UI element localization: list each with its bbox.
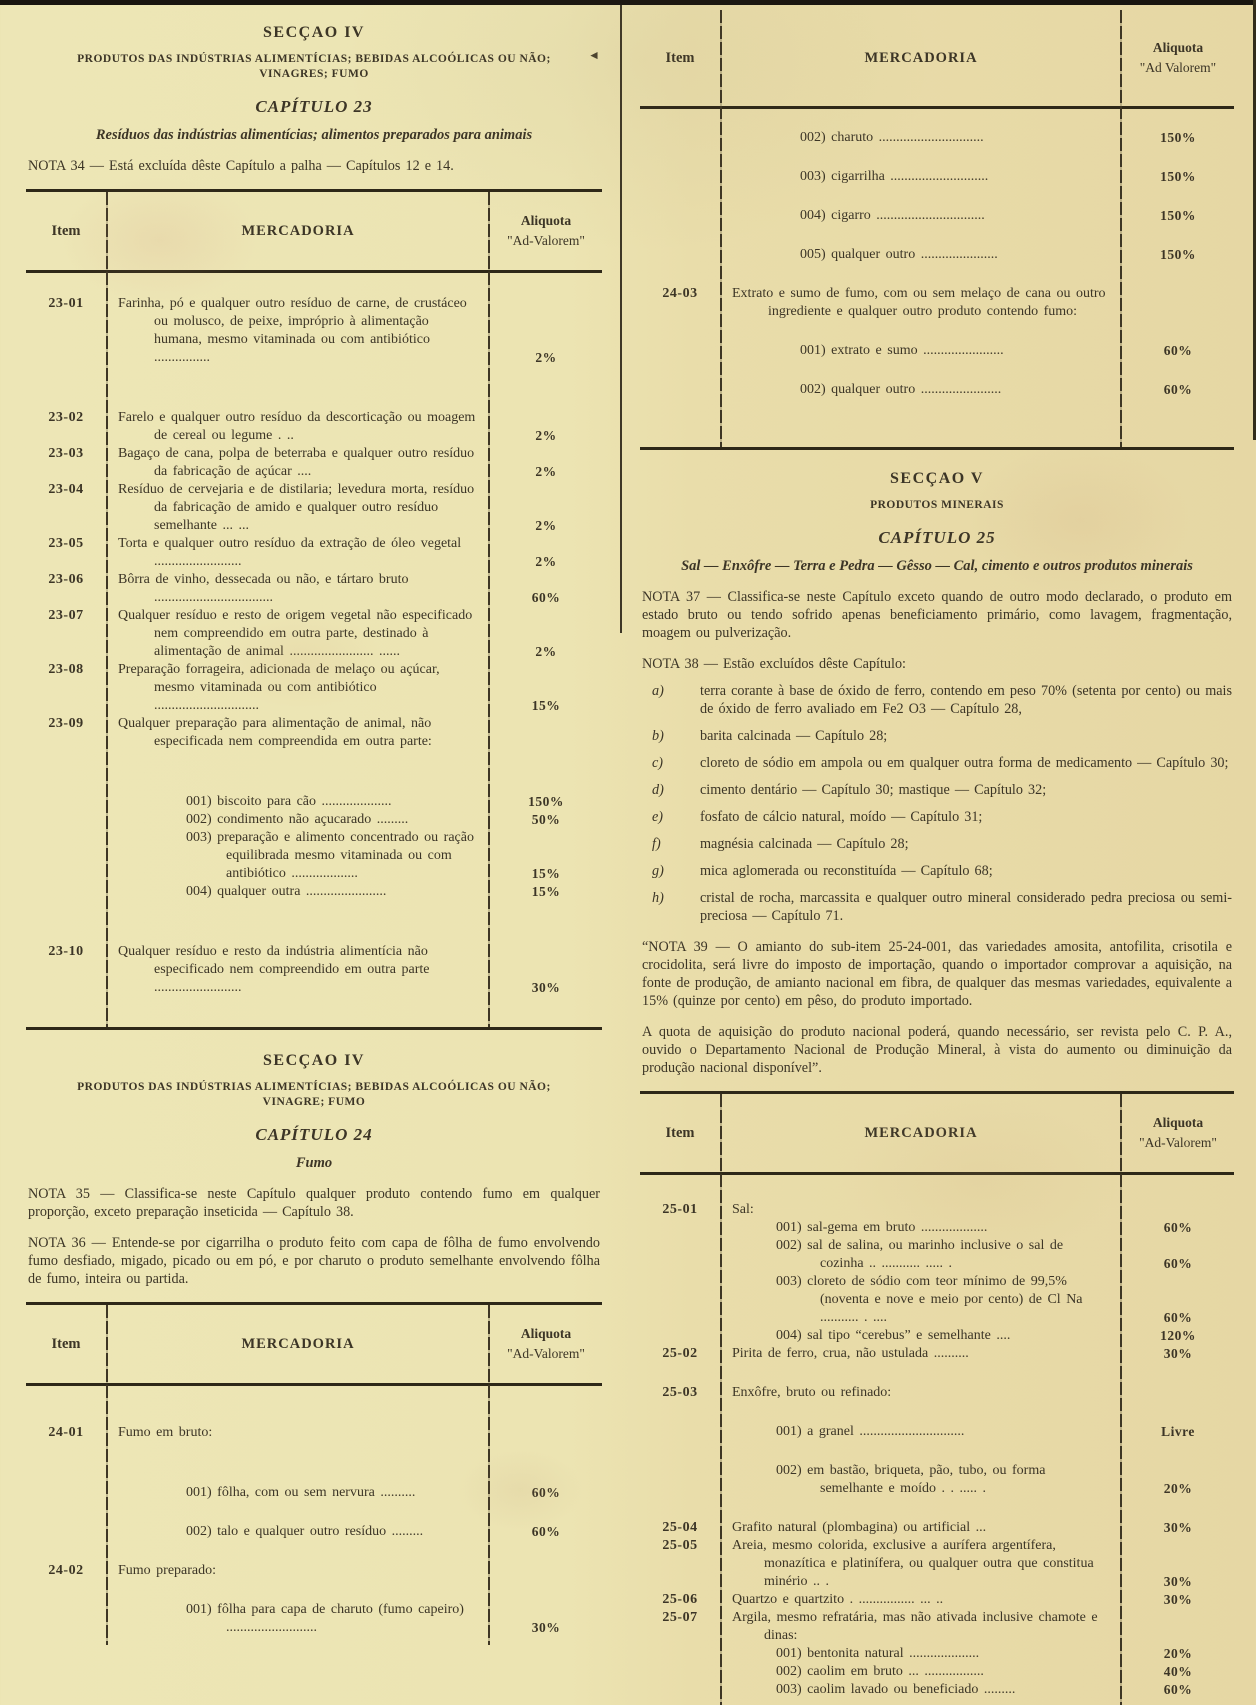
- merchandise-description: 003) cigarrilha ............................: [800, 169, 989, 184]
- merchandise-description: 004) cigarro ...............................: [800, 208, 985, 223]
- nota-35: NOTA 35 — Classifica-se neste Capítulo qualquer produto contendo fumo em qualquer proporção, exceto preparação inseticida — Capítulo 38.: [28, 1186, 600, 1220]
- table-row: [26, 1523, 602, 1541]
- item-code: [640, 1462, 720, 1498]
- section-subtitle: PRODUTOS MINERAIS: [870, 499, 1004, 511]
- item-code: 25-05: [662, 1538, 698, 1553]
- merchandise-description: Areia, mesmo colorida, exclusive a aurífera argentífera, monazítica e platinífera, ou qualquer outra que constitua minério .. .: [732, 1538, 1094, 1589]
- ad-valorem-rate: 60%: [1163, 1310, 1193, 1325]
- item-code: 23-10: [48, 944, 84, 959]
- merchandise-description: 002) sal de salina, ou marinho inclusive o sal de cozinha .. ........... ..... .: [776, 1238, 1064, 1271]
- merchandise-description: 002) talo e qualquer outro resíduo .........: [186, 1524, 424, 1539]
- exclusion-item: [642, 808, 1232, 826]
- item-code: 23-09: [48, 716, 84, 731]
- item-code: 24-01: [48, 1425, 84, 1440]
- item-code: [640, 207, 720, 225]
- merchandise-description: 002) condimento não açucarado .........: [186, 812, 409, 827]
- exclusion-letter: b): [652, 728, 664, 744]
- exclusion-letter: a): [652, 683, 664, 699]
- table-rule-vertical: [106, 1305, 108, 1645]
- right-column: [640, 10, 1234, 1705]
- table-row: [640, 1519, 1234, 1537]
- table-row: [640, 1423, 1234, 1441]
- merchandise-description: Sal:: [732, 1202, 754, 1217]
- merchandise-description: Fumo em bruto:: [118, 1425, 213, 1440]
- table-row: [640, 129, 1234, 147]
- item-code: [26, 1601, 106, 1637]
- table-row: [640, 381, 1234, 399]
- column-header-mercadoria: MERCADORIA: [241, 222, 355, 239]
- item-code: [640, 1237, 720, 1273]
- table-rule-vertical: [1120, 10, 1122, 447]
- ad-valorem-rate: 2%: [535, 644, 557, 659]
- table-row: [640, 168, 1234, 186]
- merchandise-description: Preparação forrageira, adicionada de melaço ou açúcar, mesmo vitaminada ou com antibiótico ..............................: [118, 662, 440, 713]
- table-row: [640, 1681, 1234, 1699]
- item-code: 23-03: [48, 446, 84, 461]
- table-body: [26, 273, 602, 1027]
- ad-valorem-rate: 20%: [1163, 1481, 1193, 1496]
- ad-valorem-rate: 150%: [1160, 169, 1196, 184]
- ad-valorem-rate: 60%: [1163, 1256, 1193, 1271]
- exclusion-text: magnésia calcinada — Capítulo 28;: [700, 836, 909, 852]
- chapter-title: CAPÍTULO 23: [255, 97, 373, 116]
- merchandise-description: 003) preparação e alimento concentrado ou ração equilibrada mesmo vitaminada ou com antibiótico ...................: [186, 830, 474, 881]
- exclusion-letter: c): [652, 755, 664, 771]
- table-row: [640, 285, 1234, 321]
- merchandise-description: Resíduo de cervejaria e de distilaria; levedura morta, resíduo da fabricação de amido e qualquer outro resíduo semelhante ... ...: [118, 482, 475, 533]
- table-row: [26, 1424, 602, 1442]
- exclusion-item: [642, 727, 1232, 745]
- merchandise-description: 004) qualquer outra .......................: [186, 884, 387, 899]
- table-header: [26, 192, 602, 273]
- table-row: [26, 715, 602, 751]
- ad-valorem-rate: 15%: [531, 698, 561, 713]
- ad-valorem-rate: 40%: [1163, 1664, 1193, 1679]
- ad-valorem-rate: Livre: [1161, 1424, 1195, 1439]
- ad-valorem-rate: 60%: [1163, 1220, 1193, 1235]
- merchandise-description: Qualquer resíduo e resto da indústria alimentícia não especificado nem compreendido em outra parte .........................: [118, 944, 430, 995]
- merchandise-description: 002) qualquer outro .......................: [800, 382, 1002, 397]
- exclusion-list: [640, 682, 1234, 925]
- exclusion-letter: h): [652, 890, 664, 906]
- table-body: [26, 1386, 602, 1645]
- table-row: [640, 1462, 1234, 1498]
- merchandise-description: Farelo e qualquer outro resíduo da descorticação ou moagem de cereal ou legume . ..: [118, 410, 476, 443]
- exclusion-text: barita calcinada — Capítulo 28;: [700, 728, 888, 744]
- item-code: [640, 342, 720, 360]
- chapter-title: CAPÍTULO 25: [878, 528, 996, 547]
- section-title: SECÇAO IV: [263, 24, 365, 41]
- merchandise-description: 003) cloreto de sódio com teor mínimo de 99,5% (noventa e nove e meio por cento) de Cl Na ........... . ....: [776, 1274, 1083, 1325]
- column-header-aliquota: Aliquota "Ad-Valorem": [1139, 1115, 1217, 1150]
- chapter-subtitle: Resíduos das indústrias alimentícias; alimentos preparados para animais: [95, 127, 533, 143]
- ad-valorem-rate: 60%: [1163, 382, 1193, 397]
- merchandise-description: 005) qualquer outro ......................: [800, 247, 998, 262]
- exclusion-item: [642, 781, 1232, 799]
- exclusion-letter: d): [652, 782, 664, 798]
- ad-valorem-rate: 60%: [531, 590, 561, 605]
- nota-37: NOTA 37 — Classifica-se neste Capítulo exceto quando de outro modo declarado, o produto em estado bruto ou tendo sofrido apenas beneficiamento primário, como lavagem, fragmentação, moagem ou pulverização.: [642, 589, 1232, 641]
- table-row: [26, 793, 602, 811]
- tariff-table-chapter-23: [26, 189, 602, 1030]
- tariff-table-chapter-24: [26, 1302, 602, 1645]
- table-row: [26, 943, 602, 997]
- table-row: [640, 1345, 1234, 1363]
- column-header-mercadoria: MERCADORIA: [864, 49, 978, 66]
- table-row: [640, 342, 1234, 360]
- chapter-subtitle: Fumo: [295, 1155, 333, 1171]
- section-subtitle: PRODUTOS DAS INDÚSTRIAS ALIMENTÍCIAS; BEBIDAS ALCOÓLICAS OU NÃO; VINAGRE; FUMO: [77, 1081, 551, 1108]
- tariff-table-chapter-25: [640, 1091, 1234, 1705]
- exclusion-text: terra corante à base de óxido de ferro, contendo em peso 70% (setenta por cento) ou mais de óxido de ferro avaliado em Fe2 O3 — Capítulo 28,: [700, 683, 1232, 717]
- table-row: [640, 1537, 1234, 1591]
- column-header-item: Item: [51, 1335, 81, 1352]
- table-row: [26, 1484, 602, 1502]
- item-code: [26, 829, 106, 883]
- item-code: [640, 1273, 720, 1327]
- table-row: [26, 571, 602, 607]
- ad-valorem-rate: 30%: [1163, 1346, 1193, 1361]
- item-code: 23-02: [48, 410, 84, 425]
- section-subtitle: PRODUTOS DAS INDÚSTRIAS ALIMENTÍCIAS; BEBIDAS ALCOÓLICAS OU NÃO; VINAGRES; FUMO: [77, 53, 551, 80]
- table-row: [640, 1237, 1234, 1273]
- exclusion-item: [642, 889, 1232, 925]
- chapter-title: CAPÍTULO 24: [255, 1125, 373, 1144]
- nota-38: NOTA 38 — Estão excluídos dêste Capítulo:: [642, 656, 906, 672]
- scan-top-edge: [0, 0, 1256, 5]
- item-code: 25-01: [662, 1202, 698, 1217]
- exclusion-text: fosfato de cálcio natural, moído — Capítulo 31;: [700, 809, 983, 825]
- section-title: SECÇAO IV: [263, 1052, 365, 1069]
- merchandise-description: Grafito natural (plombagina) ou artificial ...: [732, 1520, 987, 1535]
- column-header-item: Item: [665, 49, 695, 66]
- table-row: [640, 1273, 1234, 1327]
- column-divider-rule: [620, 5, 622, 633]
- table-body: [640, 1175, 1234, 1705]
- ad-valorem-rate: 15%: [531, 884, 561, 899]
- merchandise-description: 002) charuto ..............................: [800, 130, 984, 145]
- column-header-mercadoria: MERCADORIA: [864, 1124, 978, 1141]
- table-header: [26, 1305, 602, 1386]
- nota-39-paragraph-2: A quota de aquisição do produto nacional poderá, quando necessário, ser revista pelo C. P. A., ouvido o Departamento Nacional de Produção Mineral, à vista do aumento ou diminuição da produção nacional disponível”.: [642, 1024, 1232, 1076]
- section-title: SECÇAO V: [890, 470, 984, 487]
- exclusion-item: [642, 754, 1232, 772]
- ad-valorem-rate: 2%: [535, 464, 557, 479]
- table-row: [26, 445, 602, 481]
- table-rule-vertical: [488, 192, 490, 1027]
- table-row: [640, 1645, 1234, 1663]
- item-code: 25-03: [662, 1385, 698, 1400]
- table-row: [640, 1609, 1234, 1645]
- table-row: [26, 295, 602, 367]
- table-row: [26, 883, 602, 901]
- chapter-subtitle: Sal — Enxôfre — Terra e Pedra — Gêsso — Cal, cimento e outros produtos minerais: [681, 558, 1193, 574]
- item-code: [26, 811, 106, 829]
- merchandise-description: Torta e qualquer outro resíduo da extração de óleo vegetal .........................: [118, 536, 462, 569]
- exclusion-letter: e): [652, 809, 664, 825]
- ad-valorem-rate: 15%: [531, 866, 561, 881]
- exclusion-item: [642, 835, 1232, 853]
- item-code: [640, 1681, 720, 1699]
- merchandise-description: 001) sal-gema em bruto ...................: [776, 1220, 988, 1235]
- table-row: [26, 1601, 602, 1637]
- item-code: 25-04: [662, 1520, 698, 1535]
- left-column: [26, 10, 602, 1645]
- table-row: [26, 661, 602, 715]
- merchandise-description: Bagaço de cana, polpa de beterraba e qualquer outro resíduo da fabricação de açúcar ....: [118, 446, 475, 479]
- merchandise-description: 001) fôlha para capa de charuto (fumo capeiro) ..........................: [186, 1602, 464, 1635]
- column-header-item: Item: [665, 1124, 695, 1141]
- ad-valorem-rate: 20%: [1163, 1646, 1193, 1661]
- ad-valorem-rate: 2%: [535, 428, 557, 443]
- merchandise-description: 004) sal tipo “cerebus” e semelhante ....: [776, 1328, 1011, 1343]
- ad-valorem-rate: 60%: [531, 1524, 561, 1539]
- ad-valorem-rate: 30%: [1163, 1574, 1193, 1589]
- exclusion-text: cloreto de sódio em ampola ou em qualquer outra forma de medicamento — Capítulo 30;: [700, 755, 1229, 771]
- ad-valorem-rate: 120%: [1160, 1328, 1196, 1343]
- section-4-heading: [26, 24, 602, 175]
- ad-valorem-rate: 60%: [531, 1485, 561, 1500]
- ad-valorem-rate: 150%: [528, 794, 564, 809]
- item-code: 23-05: [48, 536, 84, 551]
- merchandise-description: Fumo preparado:: [118, 1563, 217, 1578]
- merchandise-description: Qualquer resíduo e resto de origem vegetal não especificado nem compreendido em outra parte, destinado à alimentação de animal ........................ ......: [118, 608, 473, 659]
- merchandise-description: Quartzo e quartzito . ................ ... ..: [732, 1592, 944, 1607]
- column-header-mercadoria: MERCADORIA: [241, 1335, 355, 1352]
- merchandise-description: Extrato e sumo de fumo, com ou sem melaço de cana ou outro ingrediente e qualquer outro produto contendo fumo:: [732, 286, 1106, 319]
- table-row: [640, 1219, 1234, 1237]
- merchandise-description: 001) fôlha, com ou sem nervura ..........: [186, 1485, 416, 1500]
- ad-valorem-rate: 30%: [531, 1620, 561, 1635]
- table-row: [640, 246, 1234, 264]
- nota-34: NOTA 34 — Está excluída dêste Capítulo a palha — Capítulos 12 e 14.: [28, 158, 454, 174]
- merchandise-description: 001) biscoito para cão ....................: [186, 794, 392, 809]
- table-row: [26, 829, 602, 883]
- item-code: [640, 246, 720, 264]
- item-code: 23-01: [48, 296, 84, 311]
- table-rule-vertical: [720, 1094, 722, 1705]
- tariff-table-chapter-24-continued: [640, 10, 1234, 450]
- ad-valorem-rate: 150%: [1160, 247, 1196, 262]
- table-rule-vertical: [1120, 1094, 1122, 1705]
- item-code: [640, 129, 720, 147]
- exclusion-letter: f): [652, 836, 661, 852]
- table-rule-vertical: [106, 192, 108, 1027]
- table-row: [26, 1562, 602, 1580]
- merchandise-description: 001) bentonita natural ....................: [776, 1646, 980, 1661]
- table-row: [640, 207, 1234, 225]
- exclusion-item: [642, 862, 1232, 880]
- column-header-item: Item: [51, 222, 81, 239]
- table-row: [26, 535, 602, 571]
- merchandise-description: Enxôfre, bruto ou refinado:: [732, 1385, 892, 1400]
- table-header: [640, 10, 1234, 109]
- column-header-aliquota: Aliquota "Ad-Valorem": [507, 213, 585, 248]
- merchandise-description: 002) em bastão, briqueta, pão, tubo, ou forma semelhante e moído . . ..... .: [776, 1463, 1046, 1496]
- merchandise-description: 001) a granel ..............................: [776, 1424, 965, 1439]
- item-code: 23-04: [48, 482, 84, 497]
- item-code: [640, 1327, 720, 1345]
- ad-valorem-rate: 30%: [1163, 1592, 1193, 1607]
- item-code: [640, 1663, 720, 1681]
- nota-36: NOTA 36 — Entende-se por cigarrilha o produto feito com capa de fôlha de fumo envolvendo fumo desfiado, migado, picado ou em pó, e por charuto o produto semelhante envolvendo fôlha de fumo, inteira ou partida.: [28, 1235, 600, 1287]
- item-code: 25-06: [662, 1592, 698, 1607]
- item-code: 23-08: [48, 662, 84, 677]
- table-rule-vertical: [720, 10, 722, 447]
- merchandise-description: 002) caolim em bruto ... .................: [776, 1664, 984, 1679]
- ad-valorem-rate: 2%: [535, 350, 557, 365]
- item-code: 23-06: [48, 572, 84, 587]
- exclusion-letter: g): [652, 863, 664, 879]
- item-code: 25-02: [662, 1346, 698, 1361]
- table-row: [26, 481, 602, 535]
- table-row: [640, 1591, 1234, 1609]
- table-rule-vertical: [488, 1305, 490, 1645]
- section-5-heading: [640, 470, 1234, 1077]
- ad-valorem-rate: 60%: [1163, 1682, 1193, 1697]
- merchandise-description: 003) caolim lavado ou beneficiado .........: [776, 1682, 1016, 1697]
- item-code: [640, 1423, 720, 1441]
- merchandise-description: Pirita de ferro, crua, não ustulada ..........: [732, 1346, 969, 1361]
- exclusion-item: [642, 682, 1232, 718]
- ad-valorem-rate: 2%: [535, 518, 557, 533]
- table-row: [640, 1201, 1234, 1219]
- merchandise-description: Bôrra de vinho, dessecada ou não, e tártaro bruto ..................................: [118, 572, 409, 605]
- table-header: [640, 1094, 1234, 1175]
- ad-valorem-rate: 30%: [1163, 1520, 1193, 1535]
- item-code: [26, 1523, 106, 1541]
- item-code: [26, 1484, 106, 1502]
- item-code: 24-03: [662, 286, 698, 301]
- merchandise-description: Argila, mesmo refratária, mas não ativada inclusive chamote e dinas:: [732, 1610, 1098, 1643]
- nota-39-paragraph-1: “NOTA 39 — O amianto do sub-item 25-24-001, das variedades amosita, antofilita, crisotila e crocidolita, será livre do imposto de importação, quando o importador comprovar a aquisição, na fonte de produção, de amianto nacional em fibra, de qualquer das mesmas variedades, equivalente a 15% (quinze por cento) em pêso, do produto importado.: [642, 939, 1232, 1009]
- item-code: [640, 381, 720, 399]
- item-code: [26, 793, 106, 811]
- margin-arrow-marker: ◄: [588, 48, 600, 62]
- item-code: 25-07: [662, 1610, 698, 1625]
- table-row: [640, 1327, 1234, 1345]
- table-row: [640, 1384, 1234, 1402]
- table-row: [26, 811, 602, 829]
- item-code: [26, 883, 106, 901]
- table-body: [640, 109, 1234, 447]
- item-code: [640, 168, 720, 186]
- merchandise-description: Farinha, pó e qualquer outro resíduo de carne, de crustáceo ou molusco, de peixe, impróprio à alimentação humana, mesmo vitaminada ou com antibiótico ................: [118, 296, 467, 365]
- table-row: [26, 607, 602, 661]
- merchandise-description: Qualquer preparação para alimentação de animal, não especificada nem compreendida em outra parte:: [118, 716, 432, 749]
- ad-valorem-rate: 50%: [531, 812, 561, 827]
- column-header-aliquota: Aliquota "Ad Valorem": [1139, 40, 1217, 75]
- item-code: 23-07: [48, 608, 84, 623]
- column-header-aliquota: Aliquota "Ad-Valorem": [507, 1326, 585, 1361]
- table-row: [26, 409, 602, 445]
- ad-valorem-rate: 30%: [531, 980, 561, 995]
- ad-valorem-rate: 150%: [1160, 208, 1196, 223]
- exclusion-text: mica aglomerada ou reconstituída — Capítulo 68;: [700, 863, 993, 879]
- ad-valorem-rate: 60%: [1163, 343, 1193, 358]
- exclusion-text: cimento dentário — Capítulo 30; mastique — Capítulo 32;: [700, 782, 1047, 798]
- merchandise-description: 001) extrato e sumo .......................: [800, 343, 1004, 358]
- exclusion-text: cristal de rocha, marcassita e qualquer outro mineral considerado pedra preciosa ou semi-preciosa — Capítulo 71.: [700, 890, 1232, 924]
- item-code: [640, 1645, 720, 1663]
- ad-valorem-rate: 150%: [1160, 130, 1196, 145]
- item-code: [640, 1219, 720, 1237]
- table-row: [640, 1663, 1234, 1681]
- item-code: 24-02: [48, 1563, 84, 1578]
- section-4-heading-repeat: [26, 1052, 602, 1288]
- ad-valorem-rate: 2%: [535, 554, 557, 569]
